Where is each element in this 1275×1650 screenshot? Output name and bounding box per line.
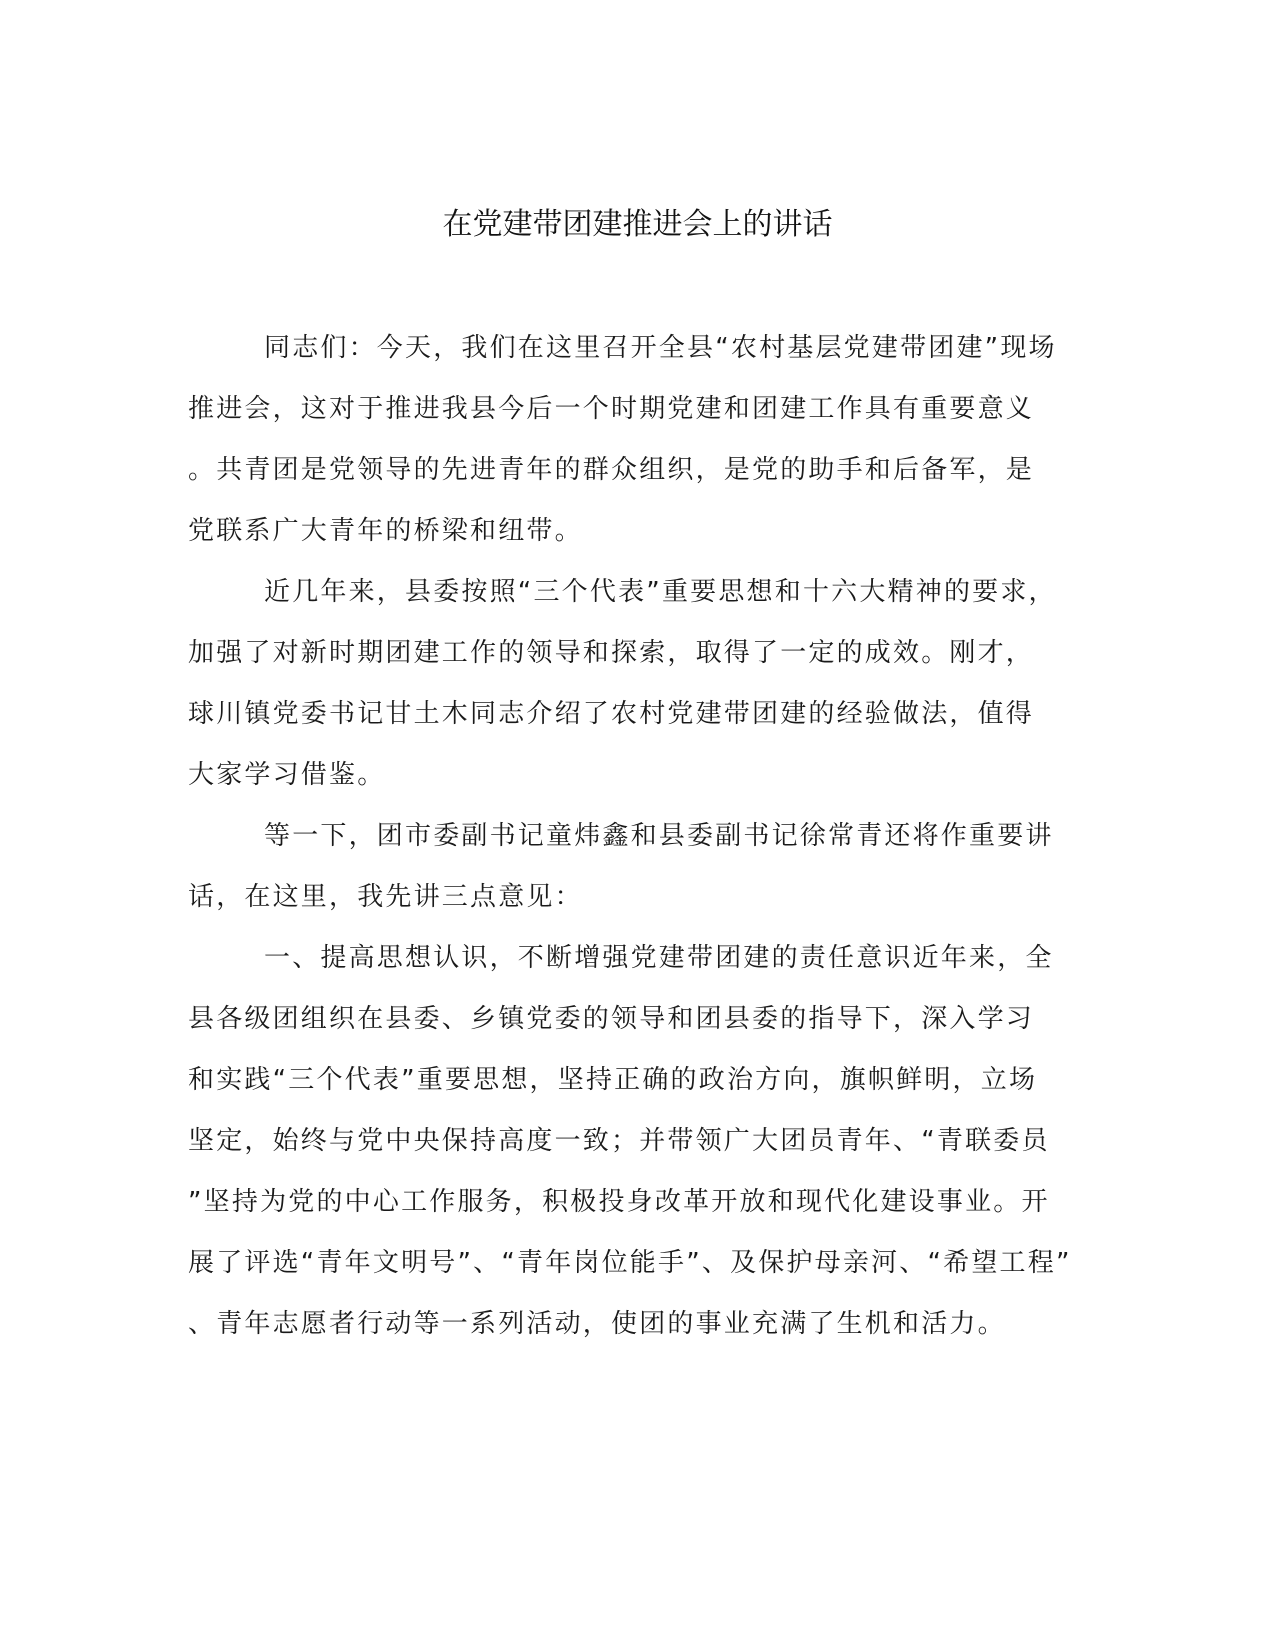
- text-line: ”坚持为党的中心工作服务，积极投身改革开放和现代化建设事业。开: [188, 1187, 1050, 1217]
- document-title: 在党建带团建推进会上的讲话: [442, 207, 833, 242]
- text-line: 县各级团组织在县委、乡镇党委的领导和团县委的指导下，深入学习: [188, 1004, 1035, 1034]
- text-line: 一、提高思想认识，不断增强党建带团建的责任意识近年来，全: [264, 943, 1054, 973]
- paragraph-3: [188, 806, 1068, 928]
- text-line: 和实践“三个代表”重要思想，坚持正确的政治方向，旗帜鲜明，立场: [188, 1065, 1038, 1095]
- text-line: 话，在这里，我先讲三点意见：: [188, 882, 583, 912]
- paragraph-4: [188, 928, 1072, 1355]
- paragraph-2: [188, 562, 1068, 806]
- text-line: 同志们：今天，我们在这里召开全县“农村基层党建带团建”现场: [264, 333, 1057, 363]
- text-line: 等一下，团市委副书记童炜鑫和县委副书记徐常青还将作重要讲: [264, 821, 1054, 851]
- text-line: 展了评选“青年文明号”、“青年岗位能手”、及保护母亲河、“希望工程”: [188, 1248, 1072, 1278]
- text-line: 、青年志愿者行动等一系列活动，使团的事业充满了生机和活力。: [188, 1309, 1006, 1339]
- text-line: 球川镇党委书记甘土木同志介绍了农村党建带团建的经验做法，值得: [188, 699, 1035, 729]
- text-line: 大家学习借鉴。: [188, 760, 386, 790]
- text-line: 坚定，始终与党中央保持高度一致；并带领广大团员青年、“青联委员: [188, 1126, 1050, 1156]
- paragraph-1: [188, 318, 1068, 562]
- text-line: 推进会，这对于推进我县今后一个时期党建和团建工作具有重要意义: [188, 394, 1035, 424]
- text-line: 党联系广大青年的桥梁和纽带。: [188, 516, 583, 546]
- text-line: 近几年来，县委按照“三个代表”重要思想和十六大精神的要求，: [264, 577, 1057, 607]
- text-line: 加强了对新时期团建工作的领导和探索，取得了一定的成效。刚才，: [188, 638, 1035, 668]
- document-body: [188, 318, 1072, 1355]
- text-line: 。共青团是党领导的先进青年的群众组织，是党的助手和后备军，是: [188, 455, 1035, 485]
